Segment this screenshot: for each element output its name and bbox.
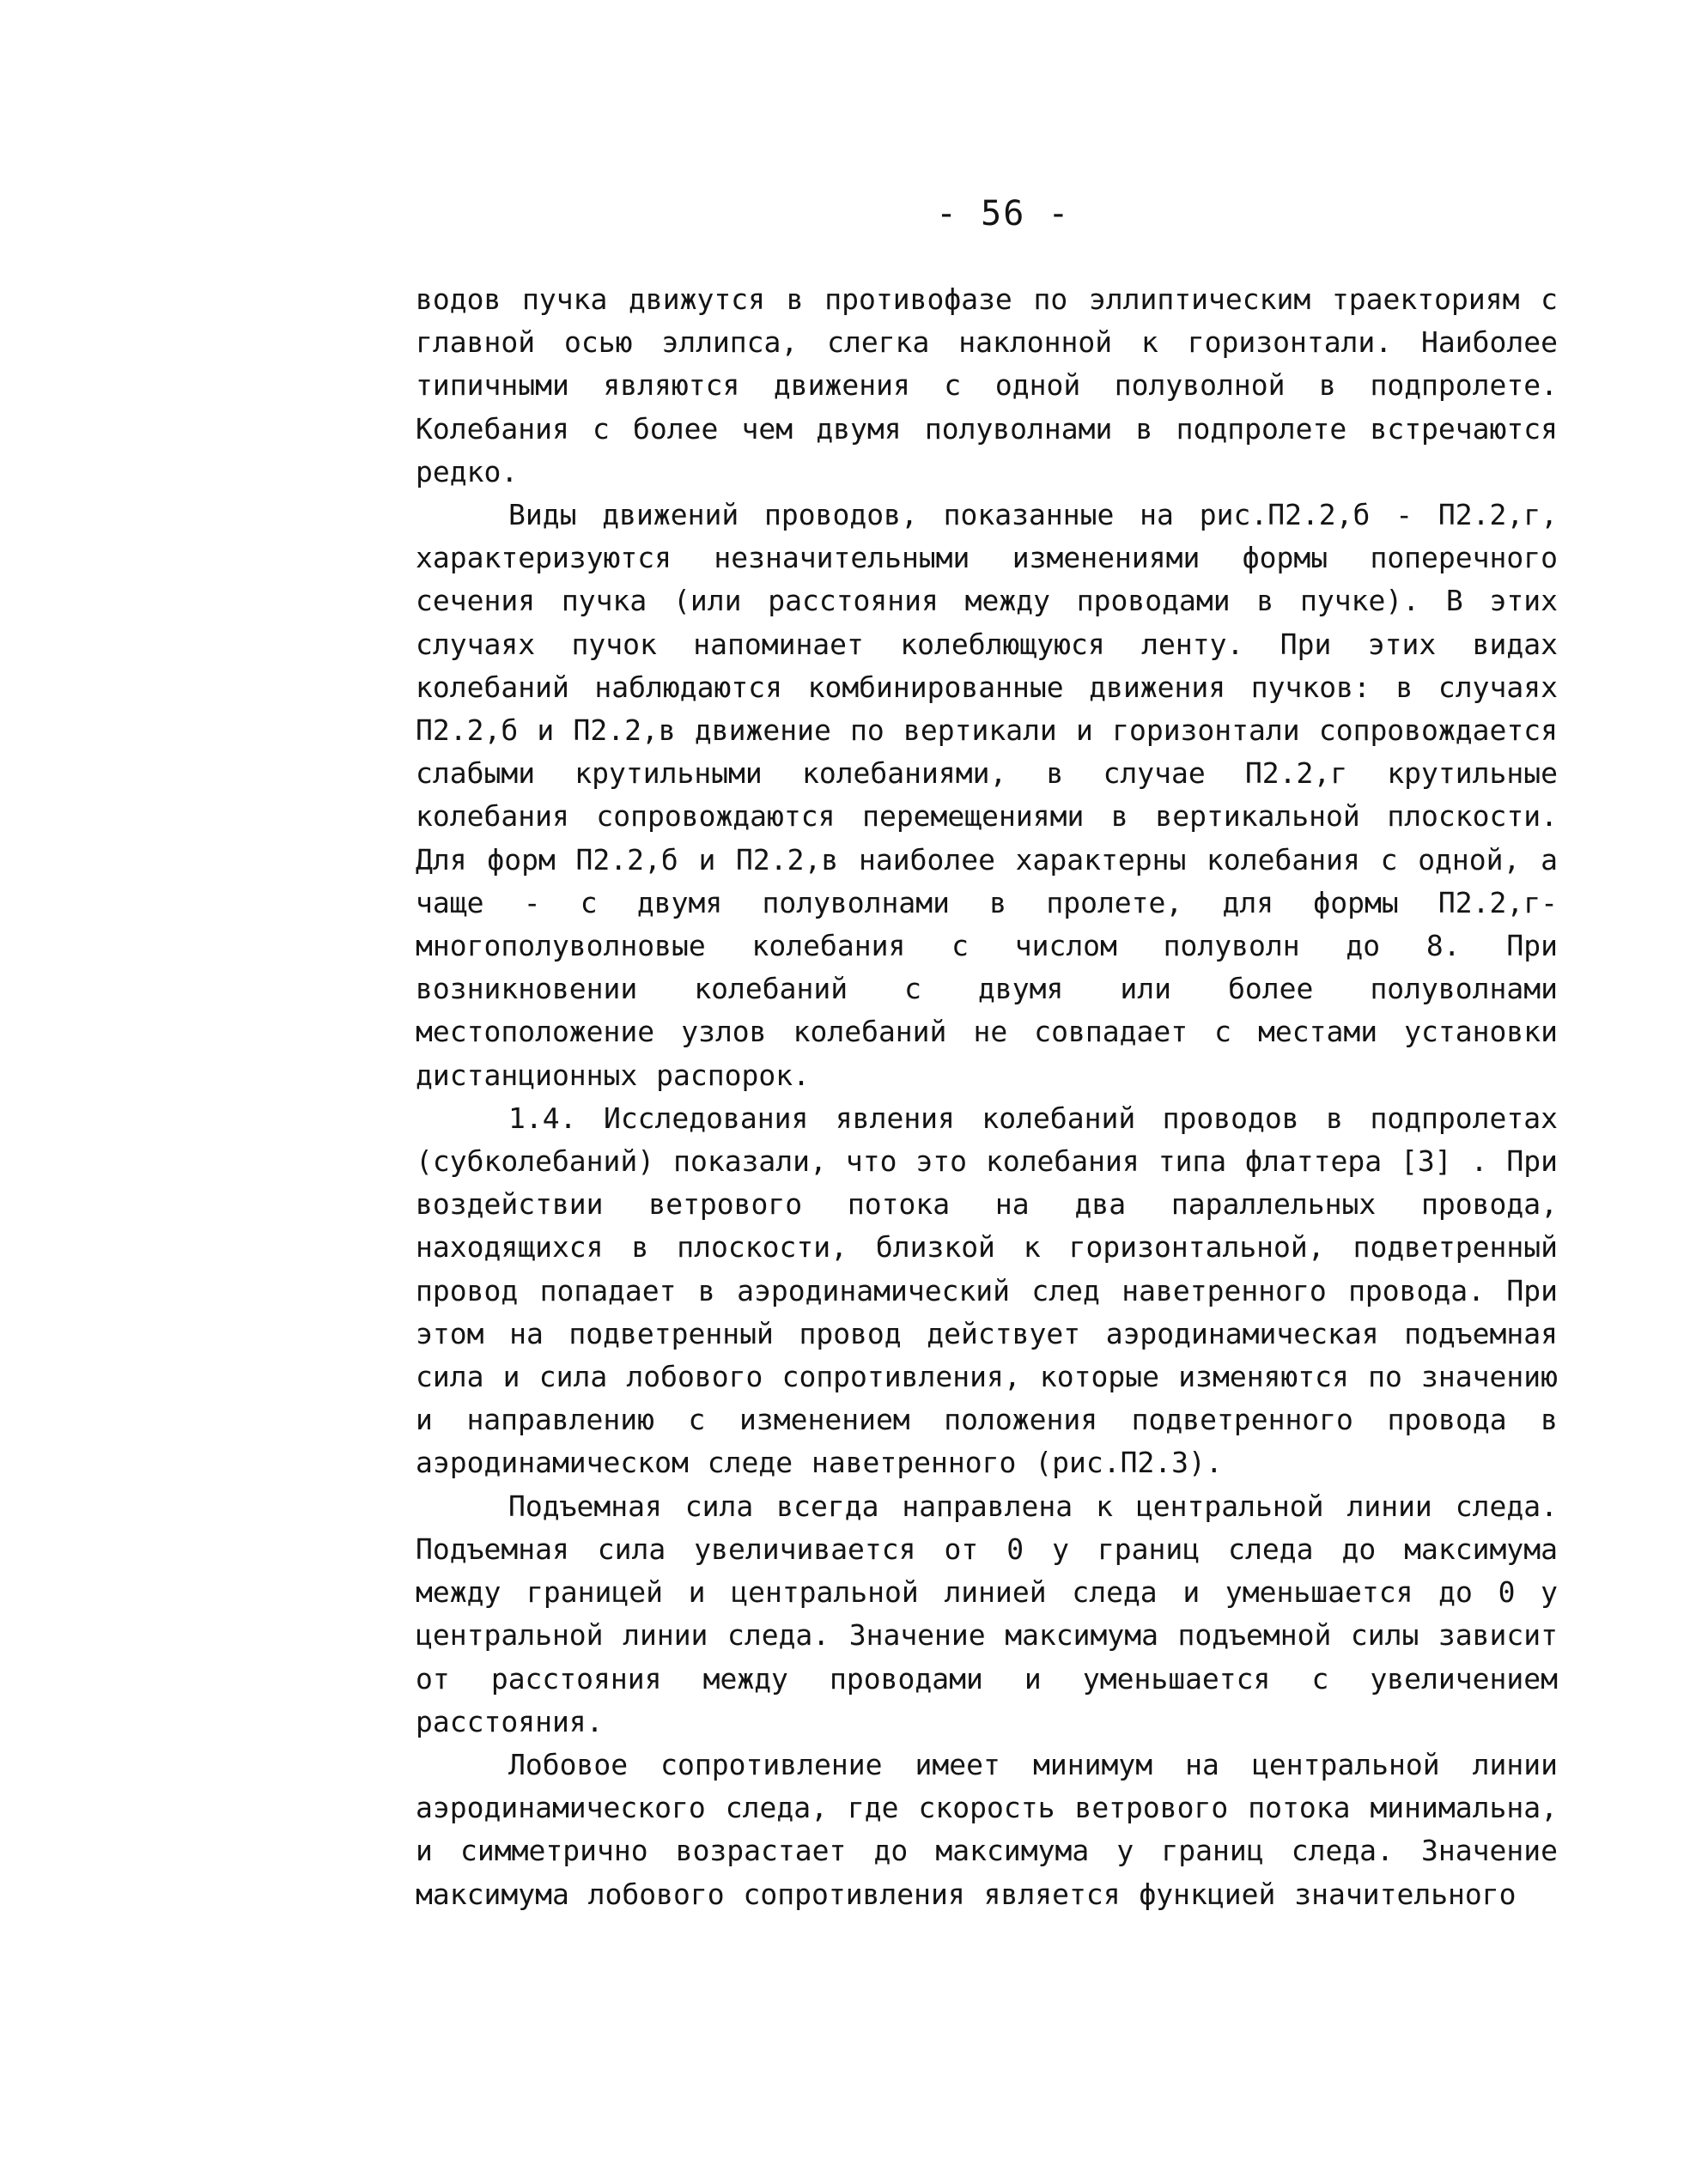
paragraph-3: 1.4. Исследования явления колебаний проводов в подпролетах (субколебаний) показали, что это колебания типа флаттера [3] . При воздействии ветрового потока на два параллельных провода, находящихся в плоскости, близкой к горизонтальной, подветренный провод попадает в аэродинамический след наветренного провода. При этом на подветренный провод действует аэродинамическая подъемная сила и сила лобового сопротивления, которые изменяются по значению и направлению с изменением положения подветренного провода в аэродинамическом следе наветренного (рис.П2.3). (416, 1101, 1558, 1480)
page-number: - 56 - (936, 194, 1071, 234)
paragraph-5: Лобовое сопротивление имеет минимум на центральной линии аэродинамического следа, где скорость ветрового потока минимальна, и симметрично возрастает до максимума у границ следа. Значение максимума лобового сопротивления является функцией значительного (416, 1747, 1558, 1911)
paragraph-2: Виды движений проводов, показанные на рис.П2.2,б - П2.2,г, характеризуются незначительными изменениями формы поперечного сечения пучка (или расстояния между проводами в пучке). В этих случаях пучок напоминает колеблющуюся ленту. При этих видах колебаний наблюдаются комбинированные движения пучков: в случаях П2.2,б и П2.2,в движение по вертикали и горизонтали сопровождается слабыми крутильными колебаниями, в случае П2.2,г крутильные колебания сопровождаются перемещениями в вертикальной плоскости. Для форм П2.2,б и П2.2,в наиболее характерны колебания с одной, а чаще - с двумя полуволнами в пролете, для формы П2.2,г- многополуволновые колебания с числом полуволн до 8. При возникновении колебаний с двумя или более полуволнами местоположение узлов колебаний не совпадает с местами установки дистанционных распорок. (416, 498, 1558, 1092)
paragraph-4: Подъемная сила всегда направлена к центральной линии следа. Подъемная сила увеличивается от 0 у границ следа до максимума между границей и центральной линией следа и уменьшается до 0 у центральной линии следа. Значение максимума подъемной силы зависит от расстояния между проводами и уменьшается с увеличением расстояния. (416, 1489, 1558, 1738)
body-text (416, 278, 1558, 1916)
paragraph-1: водов пучка движутся в противофазе по эллиптическим траекториям с главной осью эллипса, слегка наклонной к горизонтали. Наиболее типичными являются движения с одной полуволной в подпролете. Колебания с более чем двумя полуволнами в подпролете встречаются редко. (416, 282, 1558, 488)
